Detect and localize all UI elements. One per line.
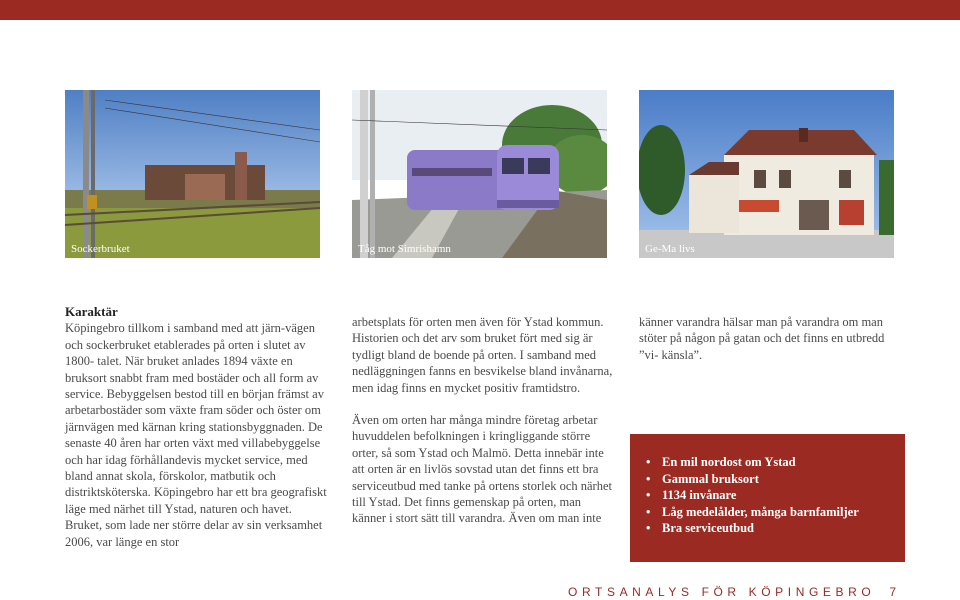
photo-train (352, 90, 607, 258)
photo-caption: Ge-Ma livs (645, 243, 695, 255)
sugar-mill-image (65, 90, 320, 258)
page-footer (568, 585, 896, 599)
fact-list (642, 454, 893, 537)
footer-title: ORTSANALYS FÖR KÖPINGEBRO (568, 585, 876, 599)
photo-sockerbruket (65, 90, 320, 258)
top-accent-bar (0, 0, 960, 20)
fact-item: • En mil nordost om Ystad (642, 454, 893, 471)
body-paragraph: Köpingebro tillkom i samband med att järn-vägen och sockerbruket etablerades på orten i slutet av 1800- talet. När bruket anlades 1894 växte en bruksort snabbt fram med bostäder och all form av service. Bebyggelsen bestod till en början främst av arbetarbostäder som växte fram söder och öster om järnvägen med kärnan kring stationsbyggnaden. De senaste 40 åren har orten växt med villabebyggelse och har idag förhållandevis mycket service, med bland annat skola, förskolor, matbutik och distriktsköterska. Köpingebro har ett bra geografiskt läge med närhet till Ystad, naturen och havet. (65, 321, 327, 516)
section-heading: Karaktär (65, 304, 118, 319)
page-number: 7 (889, 585, 896, 599)
shop-building-image (639, 90, 894, 258)
body-paragraph: Bruket, som lade ner större delar av sin verksamhet 2006, var länge en stor (65, 518, 323, 549)
body-paragraph: Även om orten har många mindre företag arbetar huvuddelen befolkningen i kringliggande större orter, så som Ystad och Malmö. Detta innebär inte att orten är en livlös sovstad utan det finns ett bra serviceutbud med tanke på ortens storlek och närhet till Ystad. Det finns gemenskap på orten, man känner i stort sätt till varandra. Även om man inte (352, 413, 612, 526)
body-paragraph: arbetsplats för orten men även för Ystad kommun. Historien och det arv som bruket fört med sig är tydligt bland de boende på orten. I samband med nedläggningen fanns en besvikelse bland invånarna, men idag finns en mycket positiv framtidstro. (352, 315, 613, 395)
fact-item: • Låg medelålder, många barnfamiljer (642, 504, 893, 521)
fact-item: • Bra serviceutbud (642, 520, 893, 537)
paragraph-gap (352, 396, 616, 412)
train-image (352, 90, 607, 258)
text-column-3 (639, 314, 903, 363)
fact-item: • Gammal bruksort (642, 471, 893, 488)
photo-caption: Sockerbruket (71, 243, 130, 255)
fact-item: • 1134 invånare (642, 487, 893, 504)
photo-gema-livs (639, 90, 894, 258)
photo-caption: Tåg mot Simrishamn (358, 243, 451, 255)
text-column-1 (65, 304, 327, 550)
fact-box (630, 434, 905, 562)
body-paragraph: känner varandra hälsar man på varandra om man stöter på någon på gatan och det finns en utbredd ”vi- känsla”. (639, 315, 885, 362)
text-column-2 (352, 314, 616, 527)
